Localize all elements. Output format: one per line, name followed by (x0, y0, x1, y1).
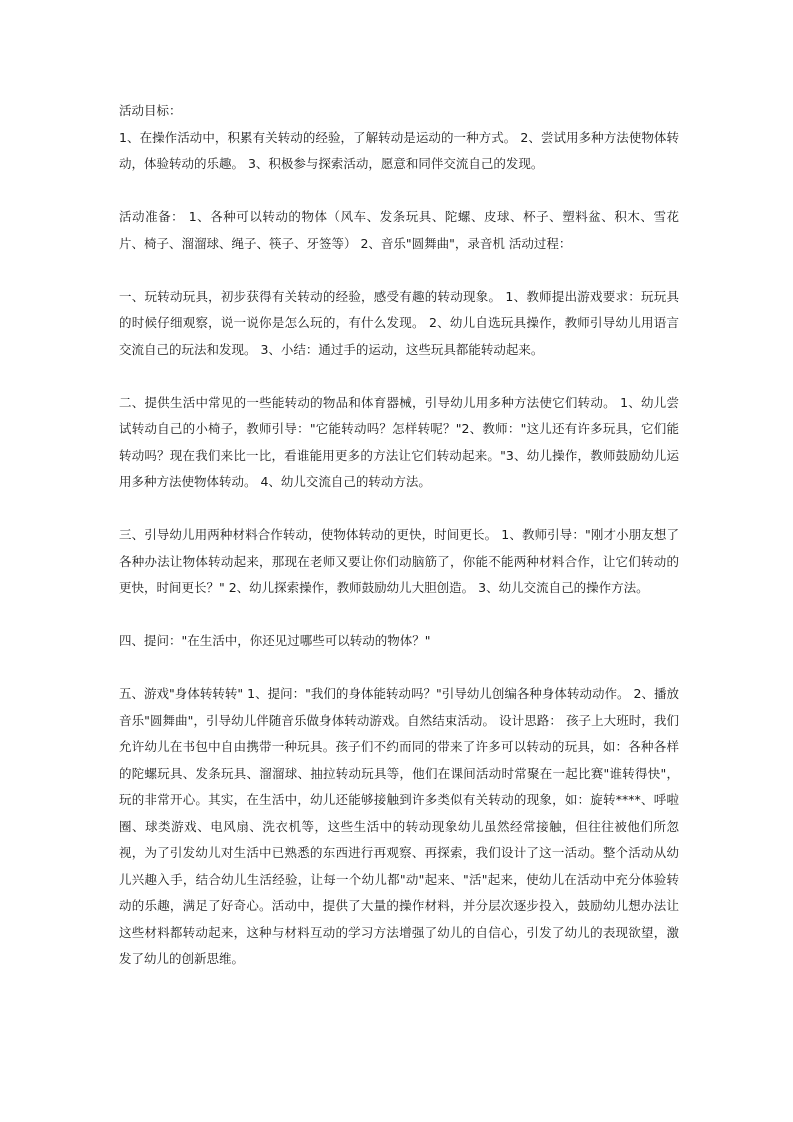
spacer (119, 496, 679, 523)
spacer (119, 363, 679, 390)
section-five: 五、游戏"身体转转转" 1、提问："我们的身体能转动吗？"引导幼儿创编各种身体转动动作。 2、播放音乐"圆舞曲"，引导幼儿伴随音乐做身体转动游戏。自然结束活动。 设计思路： 孩子上大班时，我们允许幼儿在书包中自由携带一种玩具。孩子们不约而同的带来了许多可以转动的玩具，如：各种各样的陀螺玩具、发条玩具、溜溜球、抽拉转动玩具等，他们在课间活动时常聚在一起比赛"谁转得快"，玩的非常开心。其实，在生活中，幼儿还能够接触到许多类似有关转动的现象，如：旋转****、呼啦圈、球类游戏、电风扇、洗衣机等，这些生活中的转动现象幼儿虽然经常接触，但往往被他们所忽视，为了引发幼儿对生活中已熟悉的东西进行再观察、再探索，我们设计了这一活动。整个活动从幼儿兴趣入手，结合幼儿生活经验，让每一个幼儿都"动"起来、"活"起来，使幼儿在活动中充分体验转动的乐趣，满足了好奇心。活动中，提供了大量的操作材料，并分层次逐步投入，鼓励幼儿想办法让这些材料都转动起来，这种与材料互动的学习方法增强了幼儿的自信心，引发了幼儿的表现欲望，激发了幼儿的创新思维。 (119, 686, 679, 966)
spacer (119, 257, 679, 284)
section-two: 二、提供生活中常见的一些能转动的物品和体育器械，引导幼儿用多种方法使它们转动。 1、幼儿尝试转动自己的小椅子，教师引导："它能转动吗？怎样转呢？"2、教师："这儿还有许多玩具，它们能转动吗？现在我们来比一比，看谁能用更多的方法让它们转动起来。"3、幼儿操作，教师鼓励幼儿运用多种方法使物体转动。 4、幼儿交流自己的转动方法。 (119, 394, 679, 489)
spacer (119, 655, 679, 682)
goal-text: 1、在操作活动中，积累有关转动的经验，了解转动是运动的一种方式。 2、尝试用多种方法使物体转动，体验转动的乐趣。 3、积极参与探索活动，愿意和同伴交流自己的发现。 (119, 129, 679, 171)
spacer (119, 602, 679, 629)
document-body (119, 98, 679, 973)
spacer (119, 178, 679, 205)
section-one: 一、玩转动玩具，初步获得有关转动的经验，感受有趣的转动现象。 1、教师提出游戏要求：玩玩具的时候仔细观察，说一说你是怎么玩的，有什么发现。 2、幼儿自选玩具操作，教师引导幼儿用语言交流自己的玩法和发现。 3、小结：通过手的运动，这些玩具都能转动起来。 (119, 288, 679, 357)
goal-title: 活动目标： (119, 103, 182, 118)
preparation-text: 活动准备： 1、各种可以转动的物体（风车、发条玩具、陀螺、皮球、杯子、塑料盆、积木、雪花片、椅子、溜溜球、绳子、筷子、牙签等） 2、音乐"圆舞曲"，录音机 活动过程： (119, 209, 679, 251)
section-four: 四、提问："在生活中，你还见过哪些可以转动的物体？" (119, 633, 431, 648)
section-three: 三、引导幼儿用两种材料合作转动，使物体转动的更快，时间更长。 1、教师引导："刚才小朋友想了各种办法让物体转动起来，那现在老师又要让你们动脑筋了，你能不能两种材料合作，让它们转动的更快，时间更长？" 2、幼儿探索操作，教师鼓励幼儿大胆创造。 3、幼儿交流自己的操作方法。 (119, 527, 679, 595)
